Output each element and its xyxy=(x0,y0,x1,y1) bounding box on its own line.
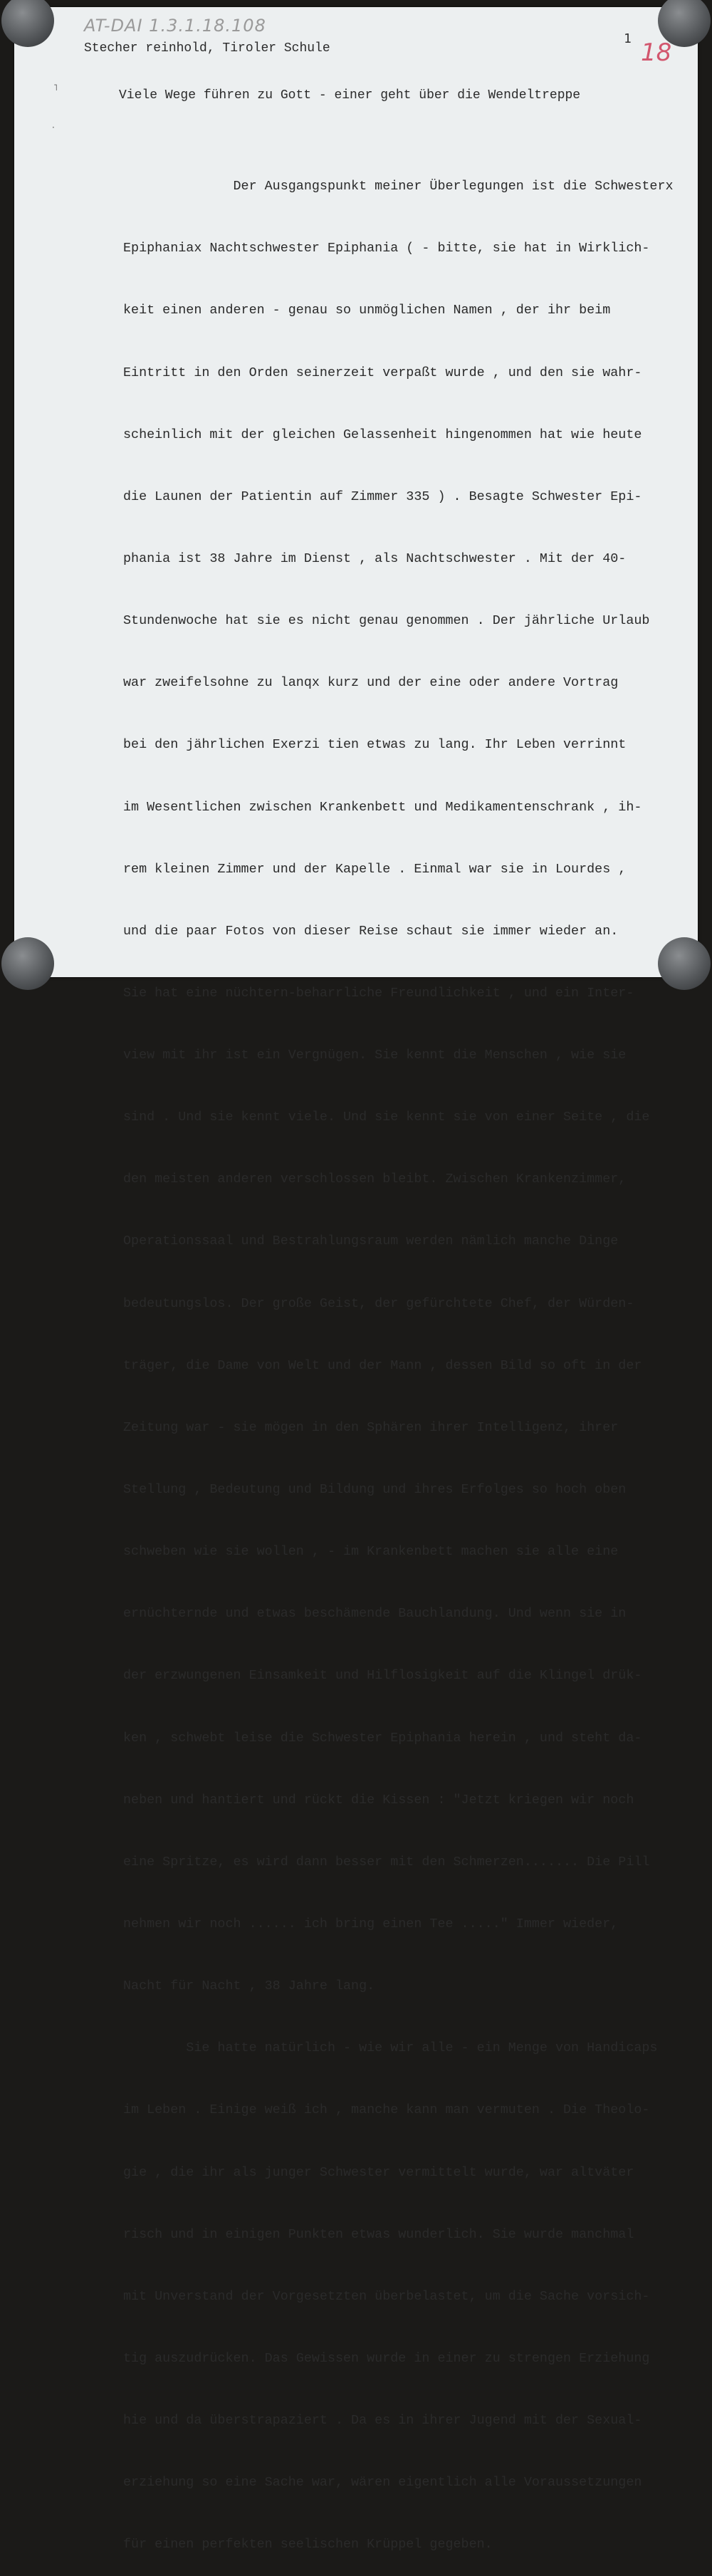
text-line: Epiphaniax Nachtschwester Epiphania ( - bitte, sie hat in Wirklich- xyxy=(123,241,650,256)
text-line: bei den jährlichen Exerzi tien etwas zu lang. Ihr Leben verrinnt xyxy=(123,737,627,753)
text-line: risch und in einigen Punkten etwas wunderlich. Sie wurde manchmal xyxy=(123,2226,634,2242)
text-line: view mit ihr ist ein Vergnügen. Sie kennt die Menschen , wie sie xyxy=(123,1048,627,1063)
text-line: Stellung , Bedeutung und Bildung und ihres Erfolges so hoch oben xyxy=(123,1482,627,1498)
text-line: Der Ausgangspunkt meiner Überlegungen ist die Schwesterx xyxy=(123,179,674,194)
margin-tick-icon: ˥ xyxy=(53,83,58,93)
text-line: im Leben . Einige weiß ich , manche kann man vermuten . Die Theolo- xyxy=(123,2102,650,2118)
text-line: bedeutungslos. Der große Geist, der gefürchtete Chef, der Würden- xyxy=(123,1295,634,1311)
text-line: phania ist 38 Jahre im Dienst , als Nachtschwester . Mit der 40- xyxy=(123,551,627,566)
text-line: tig auszudrücken. Das Gewissen wurde in einer zu strengen Erziehung xyxy=(123,2351,650,2367)
text-line: für einen perfekten seelischen Krüppel gegeben. xyxy=(123,2537,493,2552)
text-line: ernüchternde und etwas beschämende Bauchlandung. Und wenn sie in xyxy=(123,1606,627,1622)
text-line: eine Spritze, es wird dann besser mit den Schmerzen....... Die Pill xyxy=(123,1854,650,1870)
text-line: der erzwungenen Einsamkeit und Hilflosigkeit auf die Klingel drük- xyxy=(123,1668,642,1684)
document-title: Viele Wege führen zu Gott - einer geht über die Wendeltreppe xyxy=(119,88,581,103)
text-line: erziehung so eine Sache war, wären eigentlich alle Voraussetzungen xyxy=(123,2475,642,2491)
text-line: Eintritt in den Orden seinerzeit verpaßt wurde , und den sie wahr- xyxy=(123,365,642,380)
text-line: keit einen anderen - genau so unmöglichen Namen , der ihr beim xyxy=(123,303,611,318)
archive-signature: AT-DAI 1.3.1.18.108 xyxy=(84,16,266,36)
paper-clip-bottom-left xyxy=(1,937,54,990)
author-line: Stecher reinhold, Tiroler Schule xyxy=(84,41,330,56)
text-line: gie , die ihr als junger Schwester vermittelt wurde, war altväter xyxy=(123,2164,634,2180)
text-line: Nacht für Nacht , 38 Jahre lang. xyxy=(123,1978,375,1994)
page-number: 1 xyxy=(624,31,632,46)
text-line: Sie hatte natürlich - wie wir alle - ein Menge von Handicaps xyxy=(123,2040,658,2056)
text-line: sind . Und sie kennt viele. Und sie kennt sie von einer Seite , die xyxy=(123,1110,650,1125)
text-line: Sie hat eine nüchtern-beharrliche Freundlichkeit , und ein Inter- xyxy=(123,985,634,1001)
text-line: und die paar Fotos von dieser Reise schaut sie immer wieder an. xyxy=(123,923,619,939)
text-line: rem kleinen Zimmer und der Kapelle . Einmal war sie in Lourdes , xyxy=(123,861,627,877)
text-line: Zeitung war - sie mögen in den Sphären ihrer Intelligenz, ihrer xyxy=(123,1419,619,1435)
text-line: den meisten anderen verschlossen bleibt. Zwischen Krankenzimmer, xyxy=(123,1172,627,1187)
text-line: war zweifelsohne zu lanqx kurz und der eine oder andere Vortrag xyxy=(123,675,619,691)
text-line: mit Unverstand der Vorgesetzten überbelastet, um die Sache vorsich- xyxy=(123,2288,650,2304)
paper-clip-top-left xyxy=(1,0,54,47)
text-line: schweben wie sie wollen , - im Krankenbett machen sie alle eine xyxy=(123,1544,619,1560)
text-line: neben und hantiert und rückt die Kissen : "Jetzt kriegen wir noch xyxy=(123,1792,634,1808)
text-line: nehmen wir noch ...... ich bring einen Tee ....." Immer wieder, xyxy=(123,1917,619,1932)
text-line: ken , schwebt leise die Schwester Epiphania herein , und steht da- xyxy=(123,1730,642,1746)
text-line: die Launen der Patientin auf Zimmer 335 ) . Besagte Schwester Epi- xyxy=(123,489,642,504)
folio-number: 18 xyxy=(641,38,672,67)
text-line: im Wesentlichen zwischen Krankenbett und Medikamentenschrank , ih- xyxy=(123,799,642,815)
text-line: scheinlich mit der gleichen Gelassenheit hingenommen hat wie heute xyxy=(123,427,642,442)
text-line: Stundenwoche hat sie es nicht genau genommen . Der jährliche Urlaub xyxy=(123,613,650,629)
body-text xyxy=(123,135,674,2576)
text-line: träger, die Dame von Welt und der Mann , dessen Bild so oft in der xyxy=(123,1357,642,1373)
text-line: hie und da überstrapaziert . Da es in ihrer Jugend mit der Sexual- xyxy=(123,2413,642,2429)
margin-dot-icon: · xyxy=(52,122,55,132)
text-line: Operationssaal und Bestrahlungsraum werden nämlich manche Dinge xyxy=(123,1234,619,1249)
